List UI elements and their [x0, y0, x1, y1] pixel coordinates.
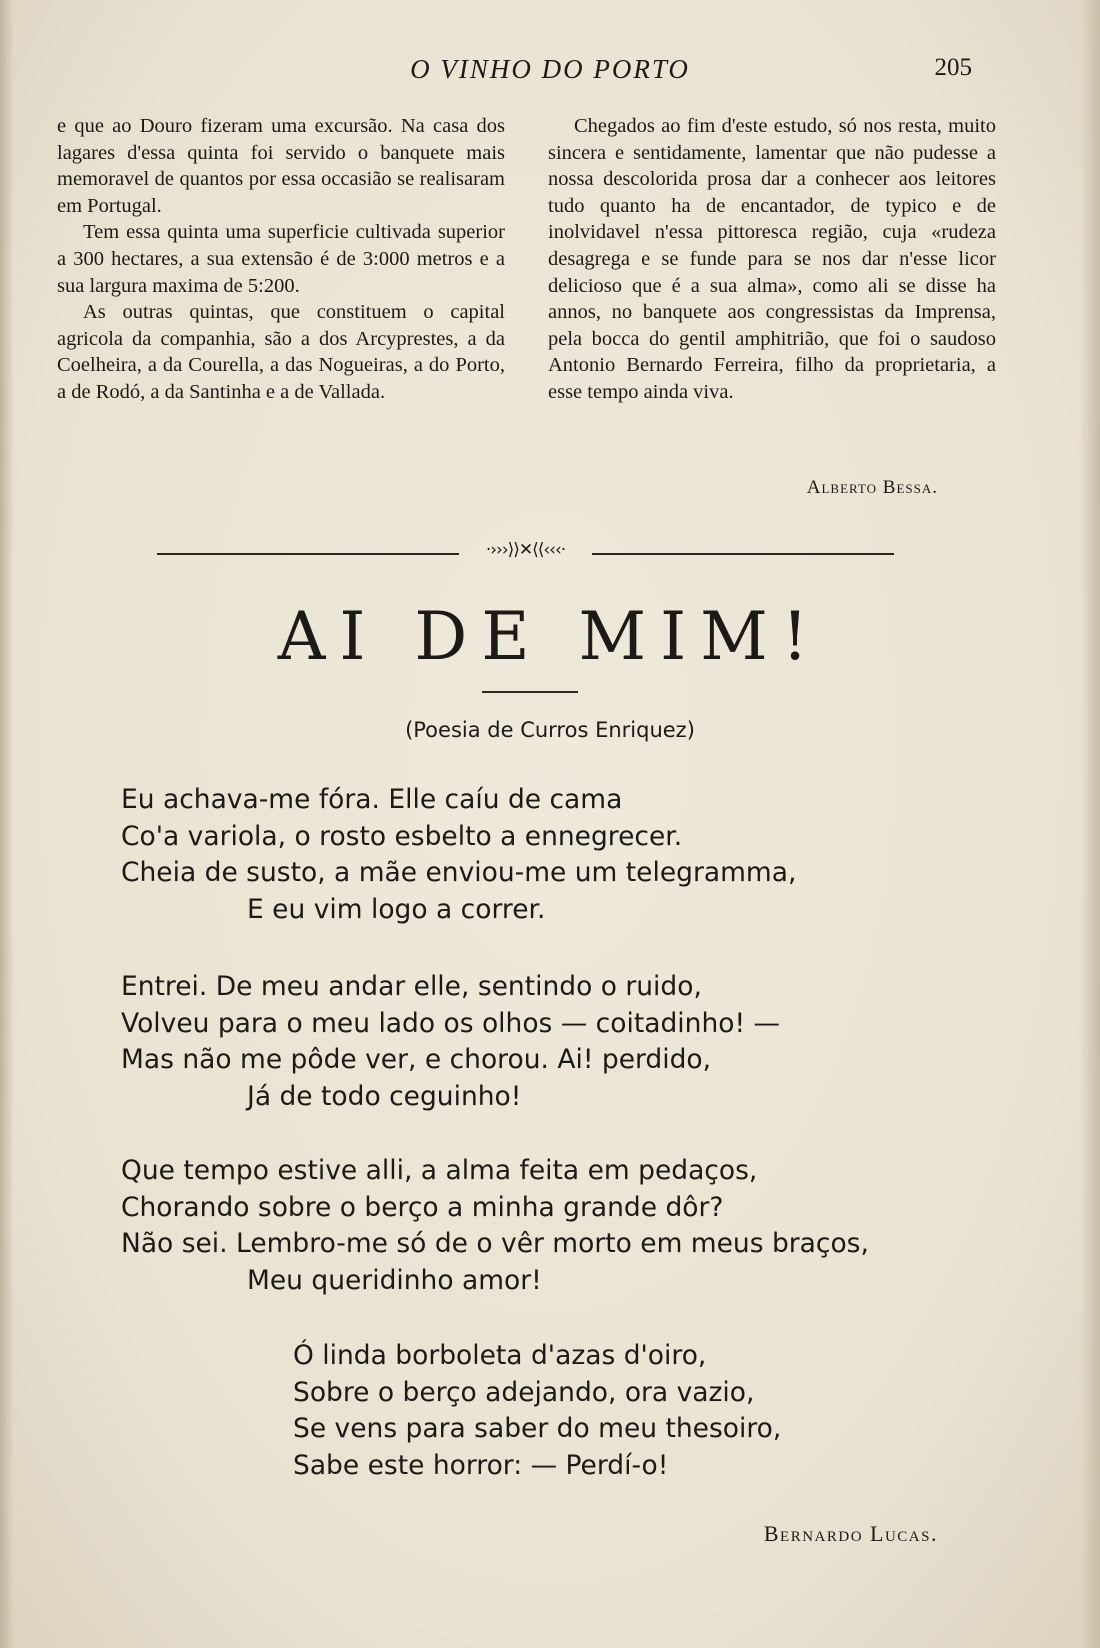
poem-line: Mas não me pôde ver, e chorou. Ai! perdido, — [121, 1044, 712, 1075]
poem-line: Co'a variola, o rosto esbelto a ennegrecer. — [121, 820, 683, 852]
article-paragraph: Tem essa quinta uma superficie cultivada superior a 300 hectares, a sua extensão é de 3:000 metros e a sua largura maxima de 5:200. — [57, 221, 505, 297]
divider-line-left — [157, 553, 459, 555]
article-paragraph: Chegados ao fim d'este estudo, só nos resta, muito sincera e sentidamente, lamentar que não pudesse a nossa descolorida prosa dar a conhecer aos leitores tudo quanto ha de encantador, de typico e de inolvidavel n'essa pittoresca região, cuja «rudeza desagrega e se funde para se nos dar n'esse licor delicioso que é a sua alma», como ali se disse ha annos, no banquete aos congressistas da Imprensa, pela bocca do gentil amphitrião, que foi o saudoso Antonio Bernardo Ferreira, filho da proprietaria, a esse tempo ainda viva. — [548, 115, 996, 403]
poem-line: Se vens para saber do meu thesoiro, — [293, 1413, 782, 1444]
page-number: 205 — [934, 54, 972, 81]
poem-line: Eu achava-me fóra. Elle caíu de cama — [121, 784, 623, 815]
poem-line: Volveu para o meu lado os olhos — coitadinho! — — [121, 1007, 780, 1039]
divider-ornament: ·›››⟩⟩✕⟨⟨‹‹‹· — [485, 540, 566, 560]
article-paragraph: e que ao Douro fizeram uma excursão. Na casa dos lagares d'essa quinta foi servido o banquete mais memoravel de quantos por essa occasião se realisaram em Portugal. — [57, 115, 505, 217]
poem-stanza-1 — [121, 782, 796, 928]
poem-line: Não sei. Lembro-me só de o vêr morto em meus braços, — [121, 1228, 869, 1259]
poem-stanza-4 — [293, 1338, 781, 1484]
poem-line: Entrei. De meu andar elle, sentindo o ruido, — [121, 971, 702, 1002]
poem-line: E eu vim logo a correr. — [247, 893, 546, 925]
running-title: O VINHO DO PORTO — [410, 54, 690, 84]
section-divider — [157, 540, 894, 563]
article-author-signature: Alberto Bessa. — [806, 477, 938, 498]
poem-line: Cheia de susto, a mãe enviou-me um telegramma, — [121, 857, 797, 888]
poem-line: Chorando sobre o berço a minha grande dôr? — [121, 1191, 724, 1223]
poem-line: Que tempo estive alli, a alma feita em pedaços, — [121, 1155, 758, 1186]
divider-line-right — [592, 553, 894, 555]
article-right-column — [548, 113, 996, 406]
page-edge-shadow-left — [0, 0, 14, 1648]
poem-stanza-2 — [121, 969, 780, 1115]
poem-line: Sabe este horror: — Perdí-o! — [293, 1449, 669, 1481]
poem-line: Já de todo ceguinho! — [247, 1080, 522, 1112]
article-left-column — [57, 113, 505, 406]
poem-stanza-3 — [121, 1153, 869, 1299]
poem-line: Sobre o berço adejando, ora vazio, — [293, 1376, 755, 1408]
article-paragraph: As outras quintas, que constituem o capital agricola da companhia, são a dos Arcyprestes, a da Coelheira, a da Courella, a das Nogueiras, a do Porto, a de Rodó, a da Santinha e a de Vallada. — [57, 301, 505, 403]
poem-subtitle: (Poesia de Curros Enriquez) — [405, 718, 695, 742]
title-underline-rule — [482, 691, 578, 693]
poem-author-signature: Bernardo Lucas. — [763, 1521, 938, 1546]
poem-title: AI DE MIM! — [277, 598, 823, 675]
poem-line: Meu queridinho amor! — [247, 1264, 542, 1296]
poem-line: Ó linda borboleta d'azas d'oiro, — [293, 1340, 707, 1371]
page-edge-shadow-right — [1080, 0, 1100, 1648]
